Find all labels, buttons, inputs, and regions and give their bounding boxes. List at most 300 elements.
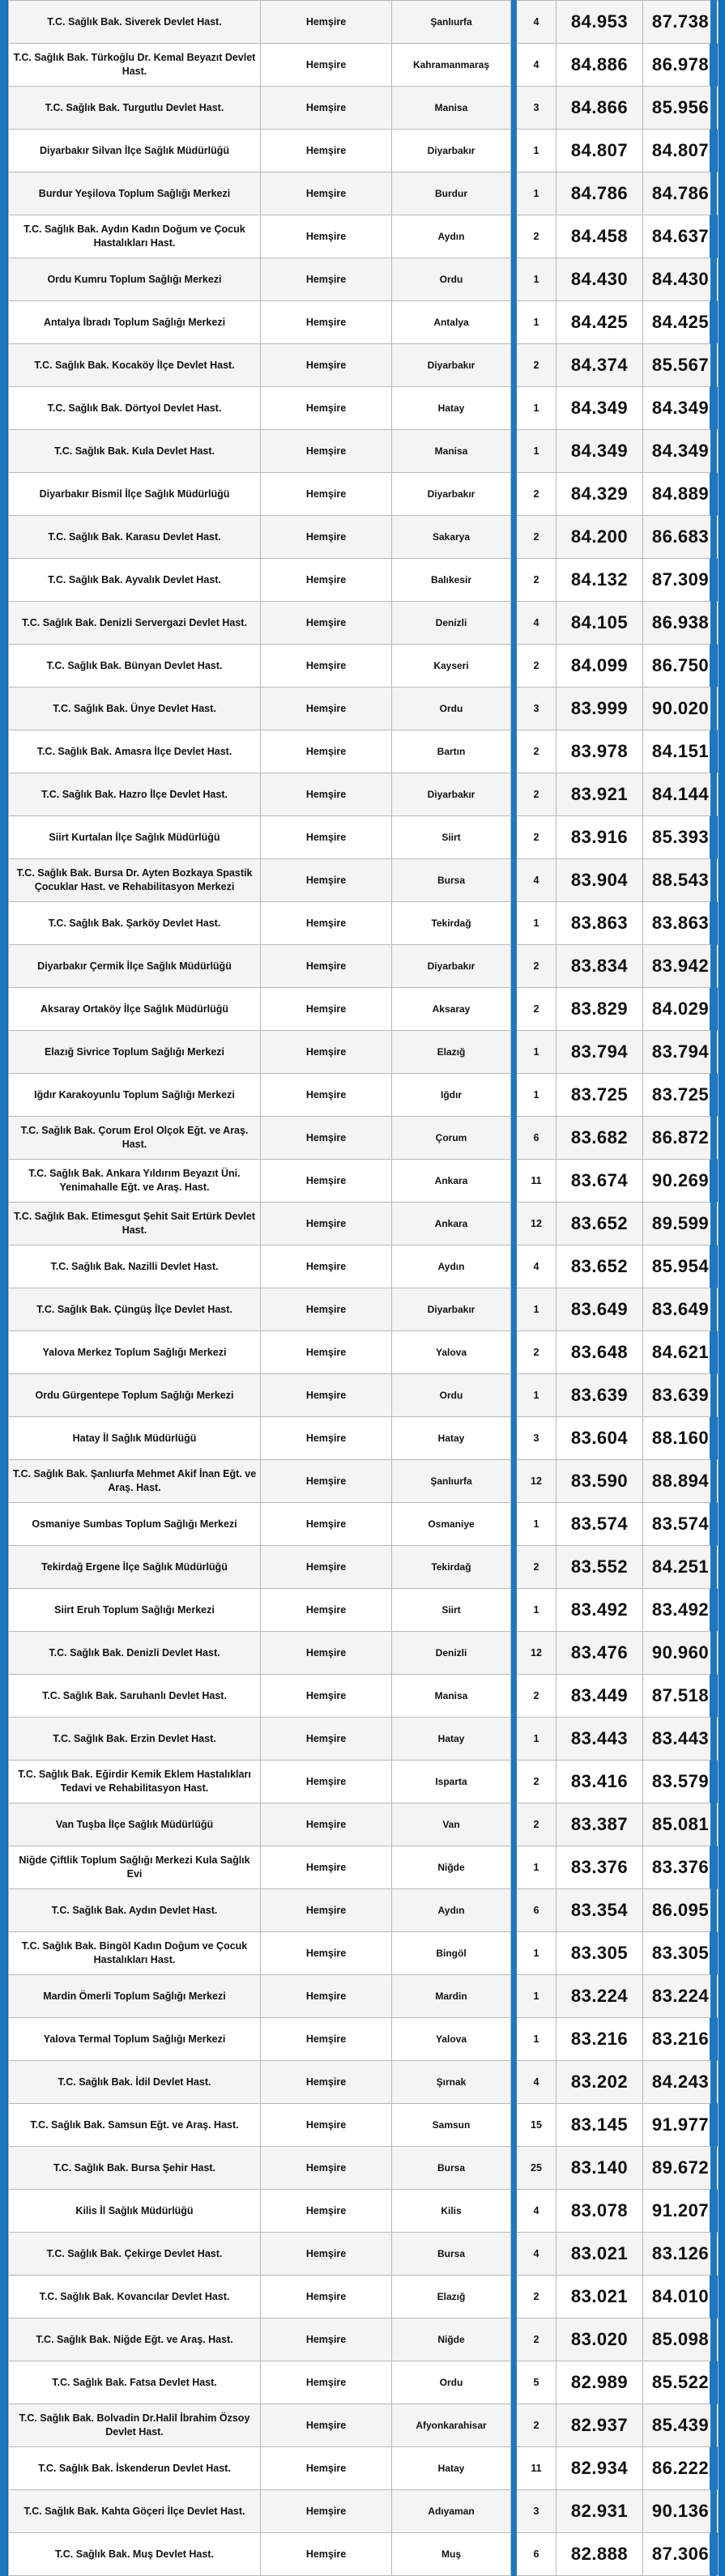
- min-score-cell: 83.652: [557, 1245, 643, 1288]
- table-row: [9, 344, 719, 387]
- institution-cell: T.C. Sağlık Bak. Eğirdir Kemik Eklem Hastalıkları Tedavi ve Rehabilitasyon Hast.: [9, 1761, 261, 1803]
- institution-cell: Yalova Termal Toplum Sağlığı Merkezi: [9, 2018, 261, 2061]
- max-score-cell: 84.621: [643, 1331, 719, 1374]
- column-divider: [511, 215, 517, 258]
- position-cell: Hemşire: [261, 1675, 392, 1718]
- column-divider: [511, 1031, 517, 1074]
- position-cell: Hemşire: [261, 1589, 392, 1632]
- position-cell: Hemşire: [261, 2276, 392, 2318]
- min-score-cell: 83.794: [557, 1031, 643, 1074]
- column-divider: [511, 2018, 517, 2061]
- max-score-cell: 85.098: [643, 2318, 719, 2361]
- institution-cell: T.C. Sağlık Bak. Şanlıurfa Mehmet Akif İnan Eğt. ve Araş. Hast.: [9, 1460, 261, 1503]
- quota-cell: 25: [517, 2147, 557, 2190]
- min-score-cell: 83.145: [557, 2104, 643, 2147]
- position-cell: Hemşire: [261, 344, 392, 387]
- institution-cell: T.C. Sağlık Bak. Aydın Devlet Hast.: [9, 1889, 261, 1932]
- min-score-cell: 83.921: [557, 773, 643, 816]
- quota-cell: 2: [517, 473, 557, 516]
- min-score-cell: 83.682: [557, 1117, 643, 1160]
- quota-cell: 3: [517, 688, 557, 730]
- quota-cell: 2: [517, 773, 557, 816]
- position-cell: Hemşire: [261, 2233, 392, 2276]
- institution-cell: Diyarbakır Bismil İlçe Sağlık Müdürlüğü: [9, 473, 261, 516]
- institution-cell: T.C. Sağlık Bak. Dörtyol Devlet Hast.: [9, 387, 261, 430]
- min-score-cell: 83.224: [557, 1975, 643, 2018]
- province-cell: Burdur: [392, 172, 511, 215]
- table-row: [9, 945, 719, 988]
- institution-cell: Mardin Ömerli Toplum Sağlığı Merkezi: [9, 1975, 261, 2018]
- province-cell: Şırnak: [392, 2061, 511, 2104]
- table-row: [9, 2361, 719, 2404]
- table-row: [9, 44, 719, 87]
- min-score-cell: 83.020: [557, 2318, 643, 2361]
- institution-cell: T.C. Sağlık Bak. Nazilli Devlet Hast.: [9, 1245, 261, 1288]
- table-row: [9, 1889, 719, 1932]
- column-divider: [511, 1975, 517, 2018]
- min-score-cell: 84.105: [557, 602, 643, 645]
- province-cell: Hatay: [392, 1417, 511, 1460]
- min-score-cell: 82.888: [557, 2533, 643, 2576]
- table-row: [9, 87, 719, 130]
- min-score-cell: 84.132: [557, 559, 643, 602]
- position-cell: Hemşire: [261, 1932, 392, 1975]
- province-cell: Hatay: [392, 387, 511, 430]
- province-cell: Çorum: [392, 1117, 511, 1160]
- table-row: [9, 1846, 719, 1889]
- max-score-cell: 86.872: [643, 1117, 719, 1160]
- column-divider: [511, 1074, 517, 1117]
- min-score-cell: 83.476: [557, 1632, 643, 1675]
- position-cell: Hemşire: [261, 2404, 392, 2447]
- quota-cell: 2: [517, 988, 557, 1031]
- max-score-cell: 87.518: [643, 1675, 719, 1718]
- table-row: [9, 1288, 719, 1331]
- max-score-cell: 89.672: [643, 2147, 719, 2190]
- institution-cell: Kilis İl Sağlık Müdürlüğü: [9, 2190, 261, 2233]
- quota-cell: 2: [517, 730, 557, 773]
- table-row: [9, 1589, 719, 1632]
- quota-cell: 15: [517, 2104, 557, 2147]
- max-score-cell: 86.683: [643, 516, 719, 559]
- column-divider: [511, 1203, 517, 1245]
- position-cell: Hemşire: [261, 945, 392, 988]
- province-cell: Sakarya: [392, 516, 511, 559]
- table-row: [9, 1, 719, 44]
- max-score-cell: 83.863: [643, 902, 719, 945]
- column-divider: [511, 2276, 517, 2318]
- institution-cell: Antalya İbradı Toplum Sağlığı Merkezi: [9, 301, 261, 344]
- min-score-cell: 84.886: [557, 44, 643, 87]
- table-row: [9, 2276, 719, 2318]
- province-cell: Bartın: [392, 730, 511, 773]
- table-row: [9, 773, 719, 816]
- province-cell: Ordu: [392, 2361, 511, 2404]
- table-row: [9, 2533, 719, 2576]
- max-score-cell: 84.144: [643, 773, 719, 816]
- province-cell: Samsun: [392, 2104, 511, 2147]
- institution-cell: T.C. Sağlık Bak. Denizli Servergazi Devlet Hast.: [9, 602, 261, 645]
- position-cell: Hemşire: [261, 1031, 392, 1074]
- max-score-cell: 83.942: [643, 945, 719, 988]
- column-divider: [511, 1803, 517, 1846]
- table-row: [9, 1245, 719, 1288]
- institution-cell: T.C. Sağlık Bak. Çekirge Devlet Hast.: [9, 2233, 261, 2276]
- min-score-cell: 83.354: [557, 1889, 643, 1932]
- max-score-cell: 83.639: [643, 1374, 719, 1417]
- province-cell: Siirt: [392, 816, 511, 859]
- placement-table-body: [9, 1, 719, 2576]
- quota-cell: 1: [517, 1932, 557, 1975]
- column-divider: [511, 1245, 517, 1288]
- position-cell: Hemşire: [261, 1117, 392, 1160]
- table-row: [9, 473, 719, 516]
- left-border: [0, 0, 6, 2576]
- table-row: [9, 1460, 719, 1503]
- table-row: [9, 2490, 719, 2533]
- min-score-cell: 84.329: [557, 473, 643, 516]
- quota-cell: 1: [517, 387, 557, 430]
- institution-cell: T.C. Sağlık Bak. İdil Devlet Hast.: [9, 2061, 261, 2104]
- min-score-cell: 83.305: [557, 1932, 643, 1975]
- province-cell: Bursa: [392, 859, 511, 902]
- table-row: [9, 387, 719, 430]
- table-row: [9, 2233, 719, 2276]
- max-score-cell: 83.126: [643, 2233, 719, 2276]
- institution-cell: T.C. Sağlık Bak. İskenderun Devlet Hast.: [9, 2447, 261, 2490]
- position-cell: Hemşire: [261, 645, 392, 688]
- min-score-cell: 83.834: [557, 945, 643, 988]
- institution-cell: Osmaniye Sumbas Toplum Sağlığı Merkezi: [9, 1503, 261, 1546]
- quota-cell: 2: [517, 816, 557, 859]
- province-cell: Diyarbakır: [392, 773, 511, 816]
- position-cell: Hemşire: [261, 816, 392, 859]
- institution-cell: T.C. Sağlık Bak. Kahta Göçeri İlçe Devlet Hast.: [9, 2490, 261, 2533]
- position-cell: Hemşire: [261, 172, 392, 215]
- column-divider: [511, 1761, 517, 1803]
- institution-cell: T.C. Sağlık Bak. Amasra İlçe Devlet Hast.: [9, 730, 261, 773]
- quota-cell: 4: [517, 1, 557, 44]
- province-cell: Manisa: [392, 87, 511, 130]
- institution-cell: T.C. Sağlık Bak. Muş Devlet Hast.: [9, 2533, 261, 2576]
- min-score-cell: 83.387: [557, 1803, 643, 1846]
- quota-cell: 1: [517, 1503, 557, 1546]
- province-cell: Muş: [392, 2533, 511, 2576]
- table-row: [9, 730, 719, 773]
- quota-cell: 3: [517, 1417, 557, 1460]
- province-cell: Diyarbakır: [392, 945, 511, 988]
- province-cell: Tekirdağ: [392, 1546, 511, 1589]
- province-cell: Şanlıurfa: [392, 1460, 511, 1503]
- min-score-cell: 84.425: [557, 301, 643, 344]
- province-cell: Ordu: [392, 1374, 511, 1417]
- institution-cell: Siirt Kurtalan İlçe Sağlık Müdürlüğü: [9, 816, 261, 859]
- max-score-cell: 85.393: [643, 816, 719, 859]
- quota-cell: 1: [517, 430, 557, 473]
- province-cell: Antalya: [392, 301, 511, 344]
- table-row: [9, 645, 719, 688]
- position-cell: Hemşire: [261, 473, 392, 516]
- institution-cell: Burdur Yeşilova Toplum Sağlığı Merkezi: [9, 172, 261, 215]
- column-divider: [511, 902, 517, 945]
- min-score-cell: 83.443: [557, 1718, 643, 1761]
- province-cell: Mardin: [392, 1975, 511, 2018]
- min-score-cell: 84.430: [557, 258, 643, 301]
- min-score-cell: 83.021: [557, 2276, 643, 2318]
- quota-cell: 1: [517, 258, 557, 301]
- position-cell: Hemşire: [261, 2361, 392, 2404]
- table-row: [9, 1160, 719, 1203]
- institution-cell: Niğde Çiftlik Toplum Sağlığı Merkezi Kula Sağlık Evi: [9, 1846, 261, 1889]
- min-score-cell: 83.999: [557, 688, 643, 730]
- position-cell: Hemşire: [261, 2018, 392, 2061]
- placement-table: [8, 0, 719, 2576]
- table-row: [9, 1031, 719, 1074]
- min-score-cell: 84.807: [557, 130, 643, 172]
- column-divider: [511, 1374, 517, 1417]
- column-divider: [511, 816, 517, 859]
- province-cell: Ordu: [392, 688, 511, 730]
- column-divider: [511, 645, 517, 688]
- max-score-cell: 87.306: [643, 2533, 719, 2576]
- institution-cell: Tekirdağ Ergene İlçe Sağlık Müdürlüğü: [9, 1546, 261, 1589]
- min-score-cell: 84.866: [557, 87, 643, 130]
- position-cell: Hemşire: [261, 688, 392, 730]
- min-score-cell: 83.416: [557, 1761, 643, 1803]
- min-score-cell: 84.374: [557, 344, 643, 387]
- max-score-cell: 85.081: [643, 1803, 719, 1846]
- column-divider: [511, 2233, 517, 2276]
- institution-cell: Ordu Gürgentepe Toplum Sağlığı Merkezi: [9, 1374, 261, 1417]
- province-cell: Denizli: [392, 1632, 511, 1675]
- province-cell: Hatay: [392, 2447, 511, 2490]
- province-cell: Kayseri: [392, 645, 511, 688]
- quota-cell: 6: [517, 2533, 557, 2576]
- max-score-cell: 84.430: [643, 258, 719, 301]
- min-score-cell: 84.200: [557, 516, 643, 559]
- province-cell: Bingöl: [392, 1932, 511, 1975]
- province-cell: Elazığ: [392, 1031, 511, 1074]
- results-sheet: [8, 0, 710, 2576]
- quota-cell: 1: [517, 130, 557, 172]
- table-row: [9, 1331, 719, 1374]
- table-row: [9, 1803, 719, 1846]
- position-cell: Hemşire: [261, 1245, 392, 1288]
- province-cell: Ankara: [392, 1160, 511, 1203]
- max-score-cell: 86.750: [643, 645, 719, 688]
- column-divider: [511, 988, 517, 1031]
- position-cell: Hemşire: [261, 2061, 392, 2104]
- institution-cell: T.C. Sağlık Bak. Saruhanlı Devlet Hast.: [9, 1675, 261, 1718]
- table-row: [9, 130, 719, 172]
- position-cell: Hemşire: [261, 258, 392, 301]
- max-score-cell: 88.160: [643, 1417, 719, 1460]
- position-cell: Hemşire: [261, 859, 392, 902]
- min-score-cell: 83.978: [557, 730, 643, 773]
- min-score-cell: 84.099: [557, 645, 643, 688]
- province-cell: Osmaniye: [392, 1503, 511, 1546]
- province-cell: Hatay: [392, 1718, 511, 1761]
- max-score-cell: 84.243: [643, 2061, 719, 2104]
- institution-cell: T.C. Sağlık Bak. Türkoğlu Dr. Kemal Beyazıt Devlet Hast.: [9, 44, 261, 87]
- position-cell: Hemşire: [261, 130, 392, 172]
- column-divider: [511, 945, 517, 988]
- province-cell: Denizli: [392, 602, 511, 645]
- max-score-cell: 91.207: [643, 2190, 719, 2233]
- province-cell: Iğdır: [392, 1074, 511, 1117]
- column-divider: [511, 602, 517, 645]
- quota-cell: 2: [517, 2404, 557, 2447]
- column-divider: [511, 1932, 517, 1975]
- max-score-cell: 90.136: [643, 2490, 719, 2533]
- max-score-cell: 91.977: [643, 2104, 719, 2147]
- position-cell: Hemşire: [261, 1203, 392, 1245]
- institution-cell: T.C. Sağlık Bak. Fatsa Devlet Hast.: [9, 2361, 261, 2404]
- max-score-cell: 83.216: [643, 2018, 719, 2061]
- province-cell: Adıyaman: [392, 2490, 511, 2533]
- column-divider: [511, 1889, 517, 1932]
- table-row: [9, 2447, 719, 2490]
- province-cell: Ankara: [392, 1203, 511, 1245]
- province-cell: Siirt: [392, 1589, 511, 1632]
- province-cell: Diyarbakır: [392, 344, 511, 387]
- quota-cell: 4: [517, 1245, 557, 1288]
- max-score-cell: 83.794: [643, 1031, 719, 1074]
- max-score-cell: 84.889: [643, 473, 719, 516]
- quota-cell: 1: [517, 1975, 557, 2018]
- province-cell: Kilis: [392, 2190, 511, 2233]
- quota-cell: 2: [517, 2276, 557, 2318]
- min-score-cell: 83.078: [557, 2190, 643, 2233]
- institution-cell: T.C. Sağlık Bak. Aydın Kadın Doğum ve Çocuk Hastalıkları Hast.: [9, 215, 261, 258]
- column-divider: [511, 1460, 517, 1503]
- quota-cell: 2: [517, 559, 557, 602]
- table-row: [9, 859, 719, 902]
- column-divider: [511, 2104, 517, 2147]
- position-cell: Hemşire: [261, 1975, 392, 2018]
- institution-cell: T.C. Sağlık Bak. Şarköy Devlet Hast.: [9, 902, 261, 945]
- column-divider: [511, 2190, 517, 2233]
- province-cell: Manisa: [392, 430, 511, 473]
- max-score-cell: 90.269: [643, 1160, 719, 1203]
- province-cell: Aydın: [392, 1889, 511, 1932]
- quota-cell: 2: [517, 215, 557, 258]
- column-divider: [511, 2533, 517, 2576]
- position-cell: Hemşire: [261, 301, 392, 344]
- position-cell: Hemşire: [261, 1889, 392, 1932]
- institution-cell: T.C. Sağlık Bak. Hazro İlçe Devlet Hast.: [9, 773, 261, 816]
- table-row: [9, 2147, 719, 2190]
- province-cell: Afyonkarahisar: [392, 2404, 511, 2447]
- max-score-cell: 84.010: [643, 2276, 719, 2318]
- institution-cell: Ordu Kumru Toplum Sağlığı Merkezi: [9, 258, 261, 301]
- min-score-cell: 83.639: [557, 1374, 643, 1417]
- institution-cell: T.C. Sağlık Bak. Kula Devlet Hast.: [9, 430, 261, 473]
- institution-cell: T.C. Sağlık Bak. Ünye Devlet Hast.: [9, 688, 261, 730]
- position-cell: Hemşire: [261, 988, 392, 1031]
- table-row: [9, 816, 719, 859]
- table-row: [9, 2404, 719, 2447]
- province-cell: Yalova: [392, 2018, 511, 2061]
- max-score-cell: 84.029: [643, 988, 719, 1031]
- quota-cell: 1: [517, 1074, 557, 1117]
- table-row: [9, 1374, 719, 1417]
- table-row: [9, 2190, 719, 2233]
- table-row: [9, 2018, 719, 2061]
- institution-cell: Siirt Eruh Toplum Sağlığı Merkezi: [9, 1589, 261, 1632]
- max-score-cell: 84.151: [643, 730, 719, 773]
- max-score-cell: 87.309: [643, 559, 719, 602]
- province-cell: Bursa: [392, 2233, 511, 2276]
- column-divider: [511, 516, 517, 559]
- column-divider: [511, 387, 517, 430]
- institution-cell: Van Tuşba İlçe Sağlık Müdürlüğü: [9, 1803, 261, 1846]
- position-cell: Hemşire: [261, 1846, 392, 1889]
- max-score-cell: 84.786: [643, 172, 719, 215]
- min-score-cell: 84.458: [557, 215, 643, 258]
- position-cell: Hemşire: [261, 1718, 392, 1761]
- max-score-cell: 84.425: [643, 301, 719, 344]
- column-divider: [511, 688, 517, 730]
- column-divider: [511, 1160, 517, 1203]
- province-cell: Manisa: [392, 1675, 511, 1718]
- position-cell: Hemşire: [261, 2190, 392, 2233]
- column-divider: [511, 2147, 517, 2190]
- min-score-cell: 82.989: [557, 2361, 643, 2404]
- max-score-cell: 83.492: [643, 1589, 719, 1632]
- column-divider: [511, 2490, 517, 2533]
- max-score-cell: 84.807: [643, 130, 719, 172]
- position-cell: Hemşire: [261, 773, 392, 816]
- institution-cell: T.C. Sağlık Bak. Samsun Eğt. ve Araş. Hast.: [9, 2104, 261, 2147]
- min-score-cell: 83.216: [557, 2018, 643, 2061]
- quota-cell: 3: [517, 87, 557, 130]
- institution-cell: Diyarbakır Silvan İlçe Sağlık Müdürlüğü: [9, 130, 261, 172]
- max-score-cell: 84.637: [643, 215, 719, 258]
- max-score-cell: 88.543: [643, 859, 719, 902]
- column-divider: [511, 1503, 517, 1546]
- quota-cell: 1: [517, 1718, 557, 1761]
- table-row: [9, 1546, 719, 1589]
- institution-cell: Iğdır Karakoyunlu Toplum Sağlığı Merkezi: [9, 1074, 261, 1117]
- max-score-cell: 86.095: [643, 1889, 719, 1932]
- column-divider: [511, 1632, 517, 1675]
- max-score-cell: 83.376: [643, 1846, 719, 1889]
- quota-cell: 2: [517, 1761, 557, 1803]
- min-score-cell: 84.349: [557, 430, 643, 473]
- institution-cell: T.C. Sağlık Bak. Ankara Yıldırım Beyazıt Üni. Yenimahalle Eğt. ve Araş. Hast.: [9, 1160, 261, 1203]
- province-cell: Diyarbakır: [392, 1288, 511, 1331]
- institution-cell: T.C. Sağlık Bak. Bursa Dr. Ayten Bozkaya Spastik Çocuklar Hast. ve Rehabilitasyon Merkezi: [9, 859, 261, 902]
- right-border: [710, 0, 717, 2576]
- table-row: [9, 258, 719, 301]
- column-divider: [511, 1331, 517, 1374]
- institution-cell: Aksaray Ortaköy İlçe Sağlık Müdürlüğü: [9, 988, 261, 1031]
- province-cell: Elazığ: [392, 2276, 511, 2318]
- province-cell: Yalova: [392, 1331, 511, 1374]
- min-score-cell: 83.021: [557, 2233, 643, 2276]
- table-row: [9, 215, 719, 258]
- column-divider: [511, 1417, 517, 1460]
- institution-cell: T.C. Sağlık Bak. Bünyan Devlet Hast.: [9, 645, 261, 688]
- province-cell: Niğde: [392, 2318, 511, 2361]
- quota-cell: 12: [517, 1632, 557, 1675]
- institution-cell: Elazığ Sivrice Toplum Sağlığı Merkezi: [9, 1031, 261, 1074]
- position-cell: Hemşire: [261, 430, 392, 473]
- column-divider: [511, 258, 517, 301]
- quota-cell: 2: [517, 1675, 557, 1718]
- position-cell: Hemşire: [261, 2318, 392, 2361]
